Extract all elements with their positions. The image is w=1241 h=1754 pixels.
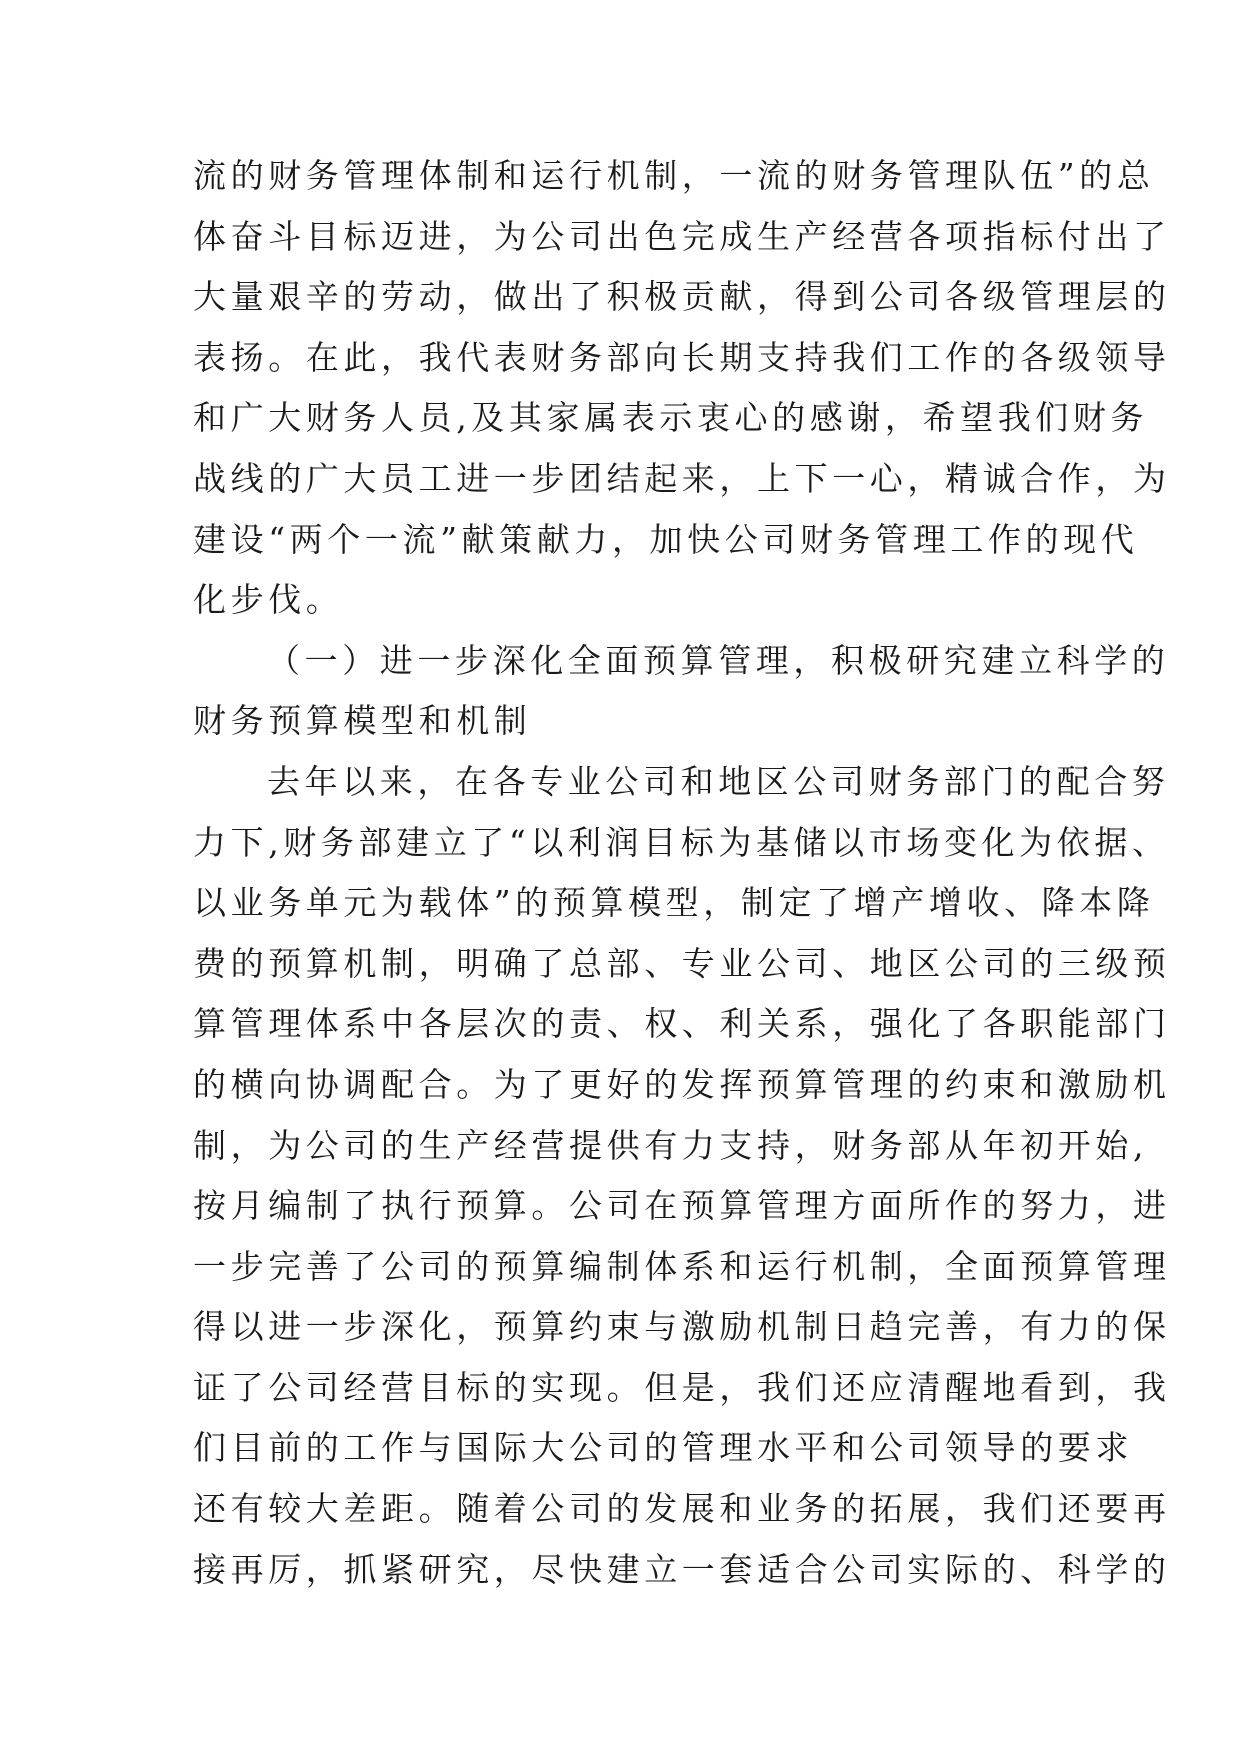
text-line: 表扬。在此，我代表财务部向长期支持我们工作的各级领导 (193, 337, 1171, 377)
text-line: 的横向协调配合。为了更好的发挥预算管理的约束和激励机 (193, 1064, 1171, 1104)
section-heading (193, 631, 1170, 752)
heading-line: 财务预算模型和机制 (193, 701, 532, 741)
text-line: 费的预算机制，明确了总部、专业公司、地区公司的三级预 (193, 943, 1171, 983)
text-line: 以业务单元为载体”的预算模型，制定了增产增收、降本降 (193, 883, 1155, 923)
text-line: 去年以来，在各专业公司和地区公司财务部门的配合努 (267, 761, 1170, 801)
paragraph-section-body (193, 752, 1171, 1600)
text-line: 一步完善了公司的预算编制体系和运行机制，全面预算管理 (193, 1246, 1171, 1286)
text-line: 们目前的工作与国际大公司的管理水平和公司领导的要求 (193, 1428, 1133, 1468)
text-line: 体奋斗目标迈进，为公司出色完成生产经营各项指标付出了 (193, 216, 1171, 256)
heading-line: （一）进一步深化全面预算管理，积极研究建立科学的 (267, 640, 1170, 680)
text-line: 化步伐。 (193, 580, 344, 620)
text-line: 流的财务管理体制和运行机制，一流的财务管理队伍”的总 (193, 156, 1155, 195)
text-line: 战线的广大员工进一步团结起来，上下一心，精诚合作，为 (193, 458, 1171, 498)
document-body (193, 146, 1171, 1600)
text-line: 按月编制了执行预算。公司在预算管理方面所作的努力，进 (193, 1186, 1171, 1226)
text-line: 得以进一步深化，预算约束与激励机制日趋完善，有力的保 (193, 1307, 1171, 1347)
text-line: 和广大财务人员,及其家属表示衷心的感谢，希望我们财务 (193, 398, 1149, 438)
text-line: 建设“两个一流”献策献力，加快公司财务管理工作的现代 (193, 519, 1139, 559)
paragraph-intro-continuation (193, 146, 1171, 631)
text-line: 算管理体系中各层次的责、权、利关系，强化了各职能部门 (193, 1004, 1171, 1044)
text-line: 制，为公司的生产经营提供有力支持，财务部从年初开始, (193, 1125, 1149, 1165)
text-line: 还有较大差距。随着公司的发展和业务的拓展，我们还要再 (193, 1489, 1171, 1529)
text-line: 大量艰辛的劳动，做出了积极贡献，得到公司各级管理层的 (193, 277, 1171, 317)
text-line: 证了公司经营目标的实现。但是，我们还应清醒地看到，我 (193, 1367, 1171, 1407)
text-line: 接再厉，抓紧研究，尽快建立一套适合公司实际的、科学的 (193, 1549, 1171, 1589)
text-line: 力下,财务部建立了“以利润目标为基储以市场变化为依据、 (193, 822, 1170, 862)
